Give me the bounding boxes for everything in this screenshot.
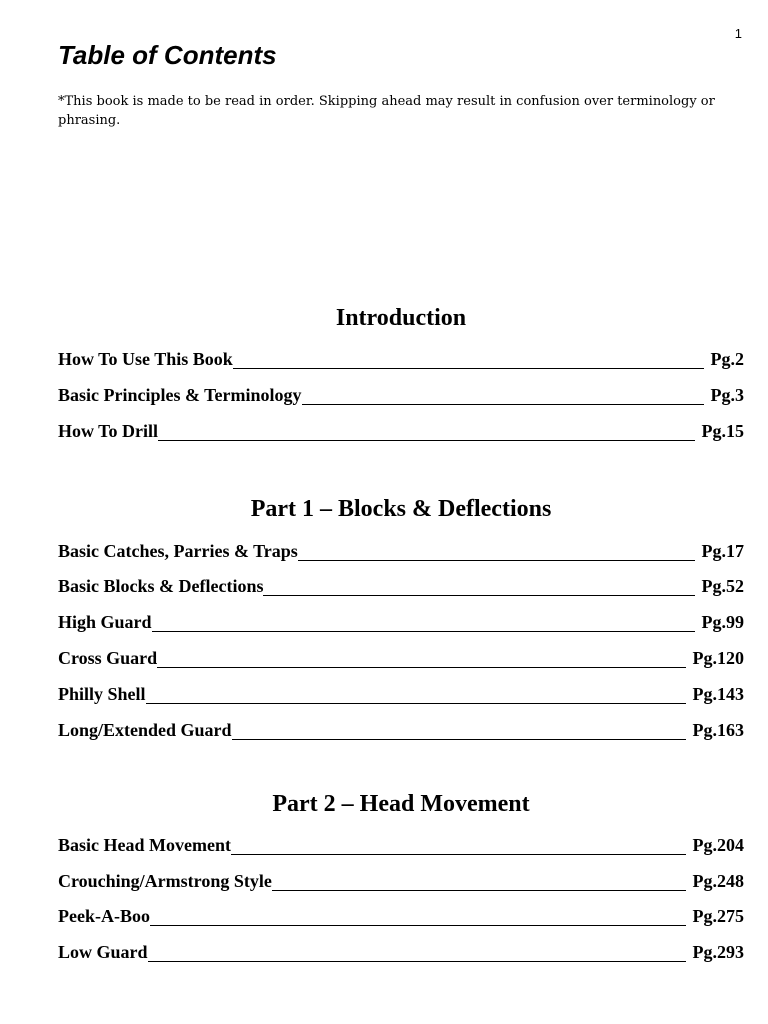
- leader-line: [263, 595, 695, 596]
- toc-entry-page: Pg.3: [710, 385, 744, 405]
- toc-entry-label: Philly Shell: [58, 684, 146, 704]
- toc-entry-label: Basic Blocks & Deflections: [58, 576, 264, 596]
- leader-line: [272, 890, 686, 891]
- page-title: Table of Contents: [58, 40, 277, 70]
- toc-entry-label: Cross Guard: [58, 648, 158, 668]
- toc-entry-label: Long/Extended Guard: [58, 720, 232, 740]
- toc-entry[interactable]: [58, 906, 744, 930]
- toc-entry-page: Pg.17: [701, 541, 744, 561]
- toc-entry-label: Basic Principles & Terminology: [58, 385, 302, 405]
- toc-entry[interactable]: [58, 421, 744, 445]
- toc-entry-label: Basic Catches, Parries & Traps: [58, 541, 298, 561]
- leader-line: [233, 368, 704, 369]
- leader-line: [150, 925, 686, 926]
- section-heading-part-2: Part 2 – Head Movement: [272, 791, 530, 817]
- section-heading-part-1: Part 1 – Blocks & Deflections: [250, 496, 552, 522]
- toc-entry-label: Low Guard: [58, 942, 148, 962]
- toc-entry-label: Crouching/Armstrong Style: [58, 871, 272, 891]
- leader-line: [152, 631, 695, 632]
- toc-entry[interactable]: [58, 648, 744, 672]
- toc-entry[interactable]: [58, 720, 744, 744]
- toc-entry-page: Pg.2: [710, 349, 744, 369]
- toc-entry-label: How To Drill: [58, 421, 159, 441]
- toc-entry[interactable]: [58, 612, 744, 636]
- leader-line: [158, 440, 695, 441]
- toc-entry-page: Pg.99: [701, 612, 744, 632]
- leader-line: [146, 703, 686, 704]
- toc-entry-label: Peek-A-Boo: [58, 906, 150, 926]
- toc-entry[interactable]: [58, 684, 744, 708]
- toc-entry-page: Pg.52: [701, 576, 744, 596]
- leader-line: [232, 739, 686, 740]
- toc-entry-page: Pg.15: [701, 421, 744, 441]
- leader-line: [231, 854, 686, 855]
- toc-entry-page: Pg.293: [692, 942, 744, 962]
- reading-note: *This book is made to be read in order. Skipping ahead may result in confusion over terminology or phrasing.: [58, 94, 715, 128]
- page-number: 1: [734, 26, 742, 41]
- toc-entry-page: Pg.248: [692, 871, 744, 891]
- toc-entry[interactable]: [58, 942, 744, 966]
- toc-entry-page: Pg.163: [692, 720, 744, 740]
- toc-entry[interactable]: [58, 349, 744, 373]
- toc-entry-page: Pg.143: [692, 684, 744, 704]
- toc-entry-label: Basic Head Movement: [58, 835, 231, 855]
- leader-line: [148, 961, 686, 962]
- toc-entry-page: Pg.275: [692, 906, 744, 926]
- toc-entry[interactable]: [58, 871, 744, 895]
- toc-entry[interactable]: [58, 541, 744, 565]
- toc-entry-page: Pg.204: [692, 835, 744, 855]
- leader-line: [302, 404, 704, 405]
- toc-entry[interactable]: [58, 835, 744, 859]
- toc-entry[interactable]: [58, 576, 744, 600]
- leader-line: [157, 667, 686, 668]
- toc-entry[interactable]: [58, 385, 744, 409]
- leader-line: [298, 560, 695, 561]
- toc-entry-label: High Guard: [58, 612, 152, 632]
- toc-entry-label: How To Use This Book: [58, 349, 233, 369]
- toc-entry-page: Pg.120: [692, 648, 744, 668]
- section-heading-introduction: Introduction: [335, 305, 467, 331]
